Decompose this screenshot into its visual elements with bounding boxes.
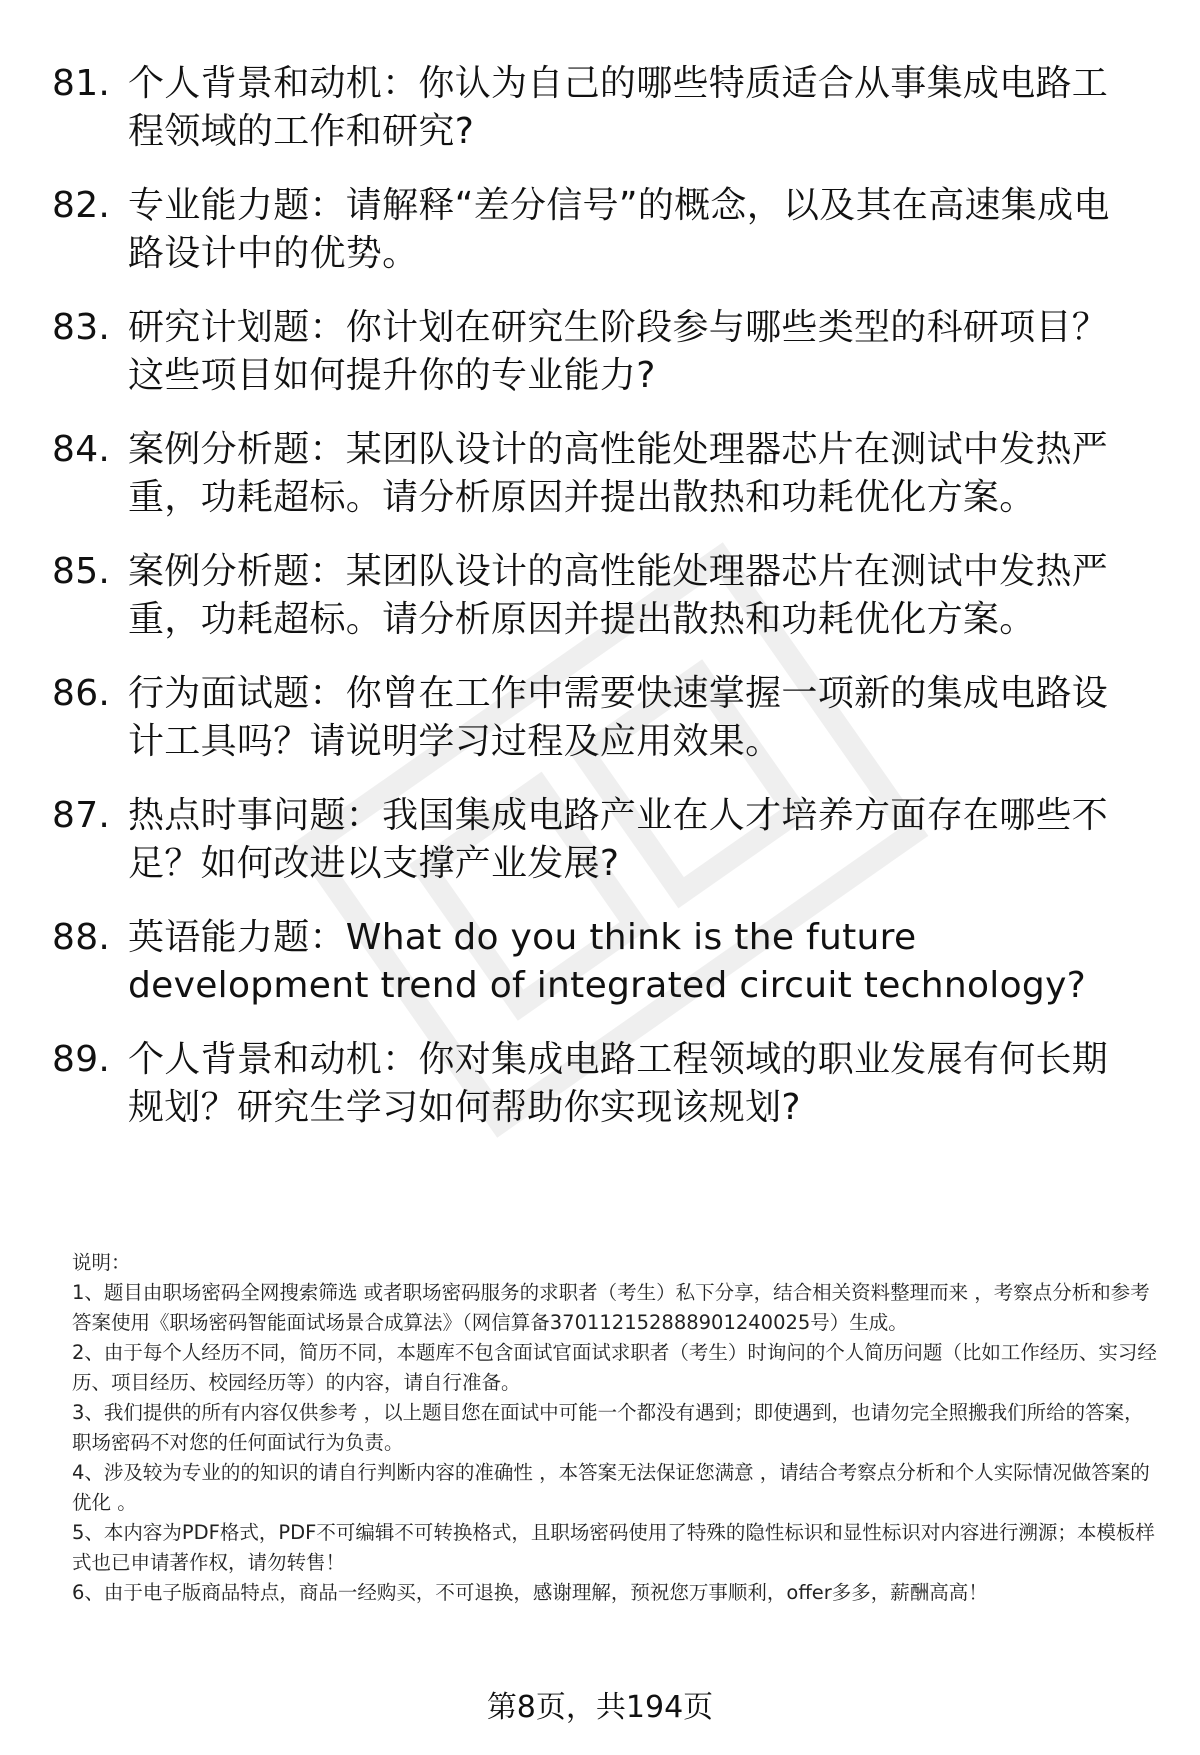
note-item: 6、由于电子版商品特点，商品一经购买，不可退换，感谢理解，预祝您万事顺利，offer多多，薪酬高高！ xyxy=(72,1581,988,1604)
question-item xyxy=(52,548,1152,644)
question-text: 热点时事问题：我国集成电路产业在人才培养方面存在哪些不足？如何改进以支撑产业发展? xyxy=(128,795,1109,884)
question-number: 85. xyxy=(52,551,111,592)
note-item: 5、本内容为PDF格式，PDF不可编辑不可转换格式，且职场密码使用了特殊的隐性标识和显性标识对内容进行溯源；本模板样式也已申请著作权，请勿转售！ xyxy=(72,1521,1155,1574)
question-item xyxy=(52,426,1152,522)
question-text: 研究计划题：你计划在研究生阶段参与哪些类型的科研项目？这些项目如何提升你的专业能力? xyxy=(128,307,1109,396)
question-item xyxy=(52,1036,1152,1132)
page-footer xyxy=(0,1688,1200,1728)
page-number-label: 第8页，共194页 xyxy=(486,1690,714,1725)
note-item: 2、由于每个人经历不同，简历不同，本题库不包含面试官面试求职者（考生）时询问的个人简历问题（比如工作经历、实习经历、项目经历、校园经历等）的内容，请自行准备。 xyxy=(72,1341,1157,1394)
question-number: 81. xyxy=(52,63,111,104)
question-number: 82. xyxy=(52,185,111,226)
note-item: 1、题目由职场密码全网搜索筛选 或者职场密码服务的求职者（考生）私下分享，结合相关资料整理而来 ，考察点分析和参考答案使用《职场密码智能面试场景合成算法》（网信算备370112152888901240025号）生成。 xyxy=(72,1281,1150,1334)
question-text: 行为面试题：你曾在工作中需要快速掌握一项新的集成电路设计工具吗？请说明学习过程及应用效果。 xyxy=(128,673,1109,762)
question-text: 案例分析题：某团队设计的高性能处理器芯片在测试中发热严重，功耗超标。请分析原因并提出散热和功耗优化方案。 xyxy=(128,551,1109,640)
notes-section xyxy=(72,1248,1162,1608)
question-number: 84. xyxy=(52,429,111,470)
question-number: 83. xyxy=(52,307,111,348)
question-item xyxy=(52,60,1152,156)
note-item: 4、涉及较为专业的的知识的请自行判断内容的准确性 ，本答案无法保证您满意 ，请结合考察点分析和个人实际情况做答案的优化 。 xyxy=(72,1461,1150,1514)
question-number: 86. xyxy=(52,673,111,714)
question-item xyxy=(52,914,1152,1010)
question-text: 案例分析题：某团队设计的高性能处理器芯片在测试中发热严重，功耗超标。请分析原因并提出散热和功耗优化方案。 xyxy=(128,429,1109,518)
question-number: 88. xyxy=(52,917,111,958)
question-item xyxy=(52,304,1152,400)
question-text: 个人背景和动机：你认为自己的哪些特质适合从事集成电路工程领域的工作和研究? xyxy=(128,63,1109,152)
question-item xyxy=(52,182,1152,278)
question-item xyxy=(52,670,1152,766)
question-list xyxy=(52,60,1152,1158)
question-text: 专业能力题：请解释“差分信号”的概念，以及其在高速集成电路设计中的优势。 xyxy=(128,185,1110,274)
question-item xyxy=(52,792,1152,888)
question-text: 英语能力题：What do you think is the future development trend of integrated circuit technology? xyxy=(128,917,1087,1006)
notes-heading: 说明： xyxy=(72,1251,131,1274)
question-text: 个人背景和动机：你对集成电路工程领域的职业发展有何长期规划？研究生学习如何帮助你实现该规划? xyxy=(128,1039,1109,1128)
question-number: 87. xyxy=(52,795,111,836)
question-number: 89. xyxy=(52,1039,111,1080)
note-item: 3、我们提供的所有内容仅供参考 ，以上题目您在面试中可能一个都没有遇到；即使遇到，也请勿完全照搬我们所给的答案，职场密码不对您的任何面试行为负责。 xyxy=(72,1401,1144,1454)
